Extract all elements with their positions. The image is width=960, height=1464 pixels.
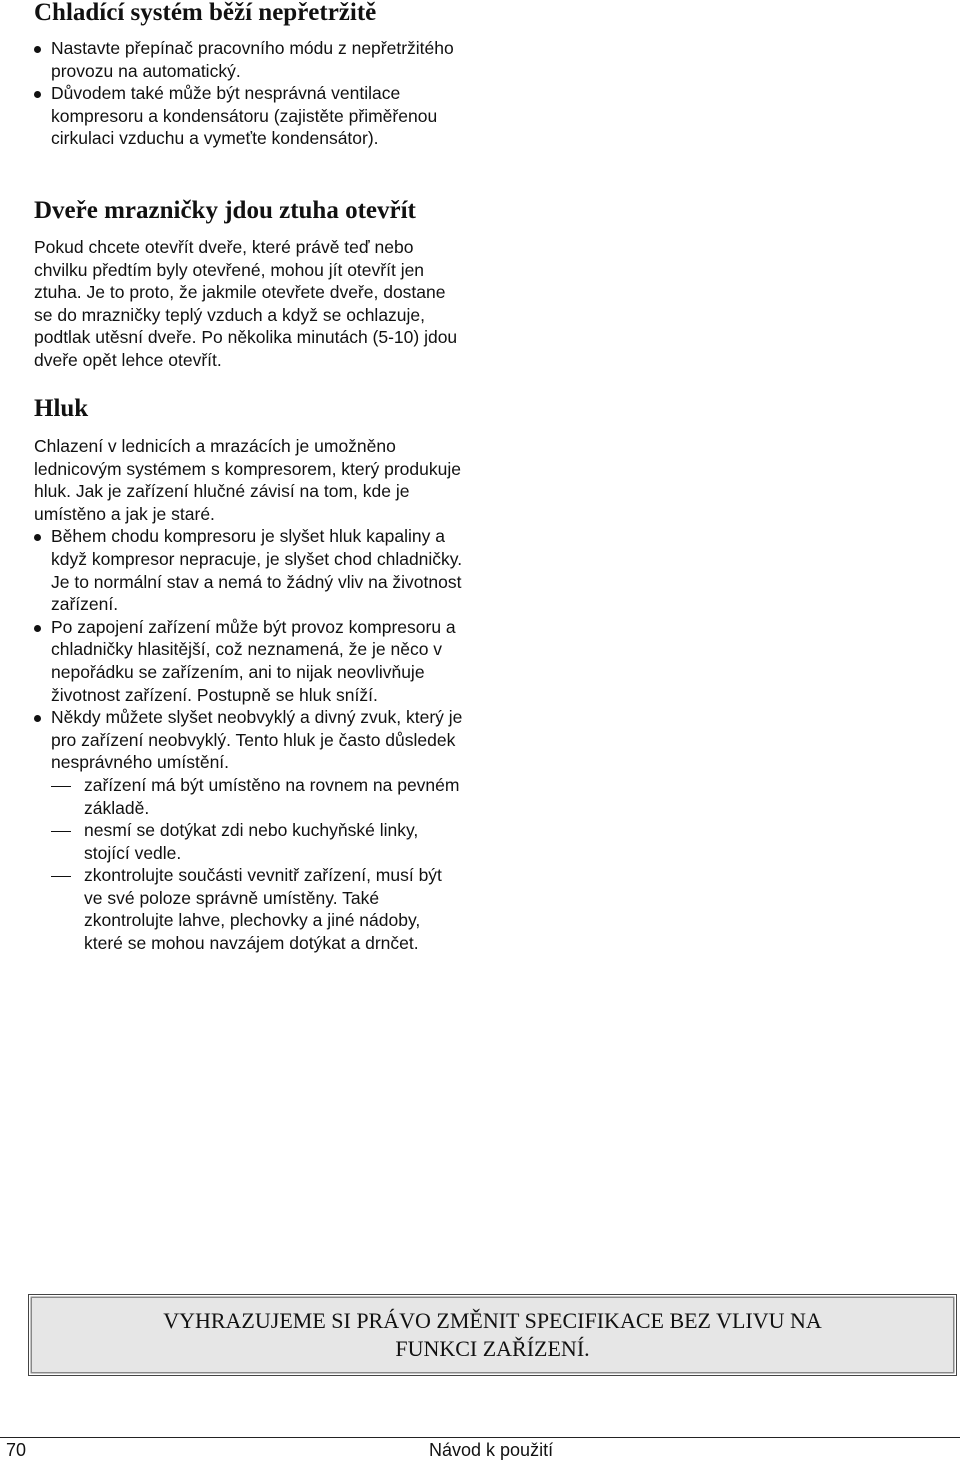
list-item: Během chodu kompresoru je slyšet hluk kapaliny a když kompresor nepracuje, je slyšet chod chladničky. Je to normální stav a nemá to žádný vliv na životnost zařízení.: [34, 525, 464, 615]
list-item: Někdy můžete slyšet neobvyklý a divný zvuk, který je pro zařízení neobvyklý. Tento hluk je často důsledek nesprávného umístění.: [34, 706, 464, 774]
section-freezer-door: [34, 196, 464, 372]
specification-notice-box: [28, 1294, 957, 1376]
list-item: Nastavte přepínač pracovního módu z nepřetržitého provozu na automatický.: [34, 37, 464, 82]
list-item: Po zapojení zařízení může být provoz kompresoru a chladničky hlasitější, což neznamená, že je něco v nepořádku se zařízením, ani to nijak neovlivňuje životnost zařízení. Postupně se hluk sníží.: [34, 616, 464, 706]
list-item: zařízení má být umístěno na rovnem na pevném základě.: [51, 774, 464, 819]
section-noise: [34, 394, 464, 955]
heading-freezer-door: Dveře mrazničky jdou ztuha otevřít: [34, 197, 416, 224]
list-item: zkontrolujte součásti vevnitř zařízení, musí být ve své poloze správně umístěny. Také zkontrolujte lahve, plechovky a jiné nádoby, které se mohou navzájem dotýkat a drnčet.: [51, 864, 464, 954]
paragraph: Chlazení v lednicích a mrazácích je umožněno lednicovým systémem s kompresorem, který produkuje hluk. Jak je zařízení hlučné závisí na tom, kde je umístěno a jak je staré.: [34, 436, 461, 524]
list-item: nesmí se dotýkat zdi nebo kuchyňské linky, stojící vedle.: [51, 819, 464, 864]
heading-cooling-runs-continuously: Chladící systém běží nepřetržitě: [34, 0, 377, 26]
page-number: 70: [6, 1440, 27, 1460]
notice-text: VYHRAZUJEME SI PRÁVO ZMĚNIT SPECIFIKACE BEZ VLIVU NA FUNKCI ZAŘÍZENÍ.: [163, 1308, 822, 1361]
dash-list: [51, 774, 464, 955]
section-cooling: [34, 0, 464, 150]
bullet-list: [34, 525, 464, 774]
footer-title: Návod k použití: [429, 1440, 554, 1460]
list-item: Důvodem také může být nesprávná ventilace kompresoru a kondensátoru (zajistěte přiměřenou cirkulaci vzduchu a vymeťte kondensátor).: [34, 82, 464, 150]
paragraph: Pokud chcete otevřít dveře, které právě teď nebo chvilku předtím byly otevřené, mohou jít otevřít jen ztuha. Je to proto, že jakmile otevřete dveře, dostane se do mrazničky teplý vzduch a když se ochlazuje, podtlak utěsní dveře. Po několika minutách (5-10) jdou dveře opět lehce otevřít.: [34, 237, 458, 370]
footer-rule: [0, 1437, 960, 1438]
heading-noise: Hluk: [34, 395, 89, 422]
bullet-list: [34, 37, 464, 150]
